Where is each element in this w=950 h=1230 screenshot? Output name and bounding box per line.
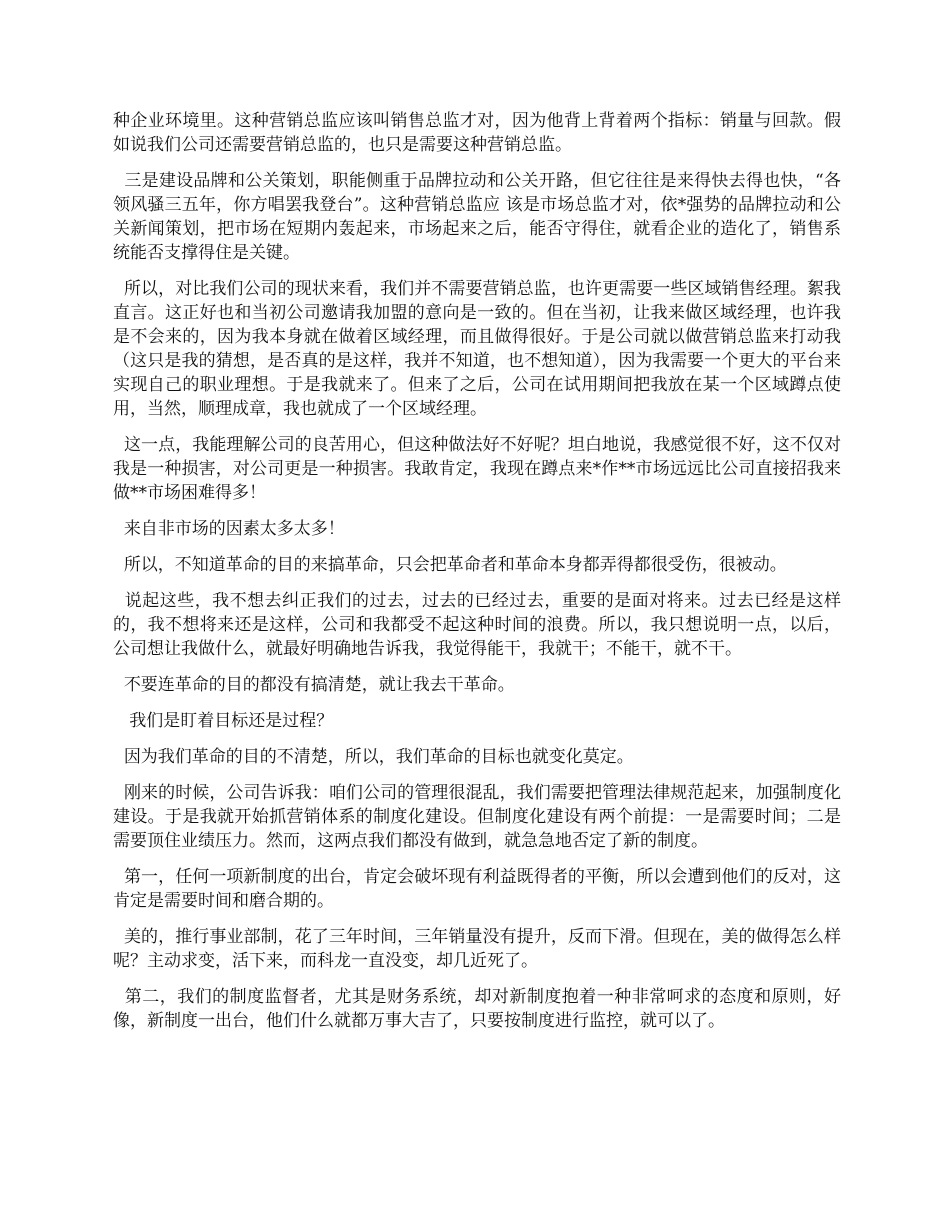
document-body [113, 109, 841, 1045]
paragraph-4: 这一点，我能理解公司的良苦用心，但这种做法好不好呢？坦白地说，我感觉很不好，这不仅对我是一种损害，对公司更是一种损害。我敢肯定，我现在蹲点来*作**市场远远比公司直接招我来做**市场困难得多！ [113, 435, 842, 503]
paragraph-2: 三是建设品牌和公关策划，职能侧重于品牌拉动和公关开路，但它往往是来得快去得也快，“各领风骚三五年，你方唱罢我登台”。这种营销总监应 该是市场总监才对，依*强势的品牌拉动和公关新闻策划，把市场在短期内轰起来，市场起来之后，能否守得住，就看企业的造化了，销售系统能否支撑得住是关键。 [113, 171, 841, 263]
paragraph-8: 不要连革命的目的都没有搞清楚，就让我去干革命。 [113, 675, 515, 695]
paragraph-7: 说起这些，我不想去纠正我们的过去，过去的已经过去，重要的是面对将来。过去已经是这样的，我不想将来还是这样，公司和我都受不起这种时间的浪费。所以，我只想说明一点，以后，公司想让我做什么，就最好明确地告诉我，我觉得能干，我就干；不能干，就不干。 [113, 591, 842, 659]
paragraph-12: 第一，任何一项新制度的出台，肯定会破坏现有利益既得者的平衡，所以会遭到他们的反对，这肯定是需要时间和磨合期的。 [113, 867, 842, 911]
paragraph-11: 刚来的时候，公司告诉我：咱们公司的管理很混乱，我们需要把管理法律规范起来，加强制度化建设。于是我就开始抓营销体系的制度化建设。但制度化建设有两个前提：一是需要时间；二是需要顶住业绩压力。然而，这两点我们都没有做到，就急急地否定了新的制度。 [113, 783, 842, 851]
paragraph-1: 种企业环境里。这种营销总监应该叫销售总监才对，因为他背上背着两个指标：销量与回款。假如说我们公司还需要营销总监的，也只是需要这种营销总监。 [113, 111, 841, 155]
paragraph-10: 因为我们革命的目的不清楚，所以，我们革命的目标也就变化莫定。 [113, 747, 634, 767]
paragraph-3: 所以，对比我们公司的现状来看，我们并不需要营销总监，也许更需要一些区域销售经理。絮我直言。这正好也和当初公司邀请我加盟的意向是一致的。但在当初，让我来做区域经理，也许我是不会来的，因为我本身就在做着区域经理，而且做得很好。于是公司就以做营销总监来打动我（这只是我的猜想，是否真的是这样，我并不知道，也不想知道），因为我需要一个更大的平台来实现自己的职业理想。于是我就来了。但来了之后，公司在试用期间把我放在某一个区域蹲点使用，当然，顺理成章，我也就成了一个区域经理。 [113, 279, 842, 419]
paragraph-13: 美的，推行事业部制，花了三年时间，三年销量没有提升，反而下滑。但现在，美的做得怎么样呢？主动求变，活下来，而科龙一直没变，却几近死了。 [113, 927, 842, 971]
paragraph-9: 我们是盯着目标还是过程？ [113, 711, 334, 731]
paragraph-6: 所以，不知道革命的目的来搞革命，只会把革命者和革命本身都弄得都很受伤，很被动。 [113, 555, 787, 575]
paragraph-5: 来自非市场的因素太多太多！ [113, 519, 345, 539]
paragraph-14: 第二，我们的制度监督者，尤其是财务系统，却对新制度抱着一种非常呵求的态度和原则，好像，新制度一出台，他们什么就都万事大吉了，只要按制度进行监控，就可以了。 [113, 987, 842, 1031]
